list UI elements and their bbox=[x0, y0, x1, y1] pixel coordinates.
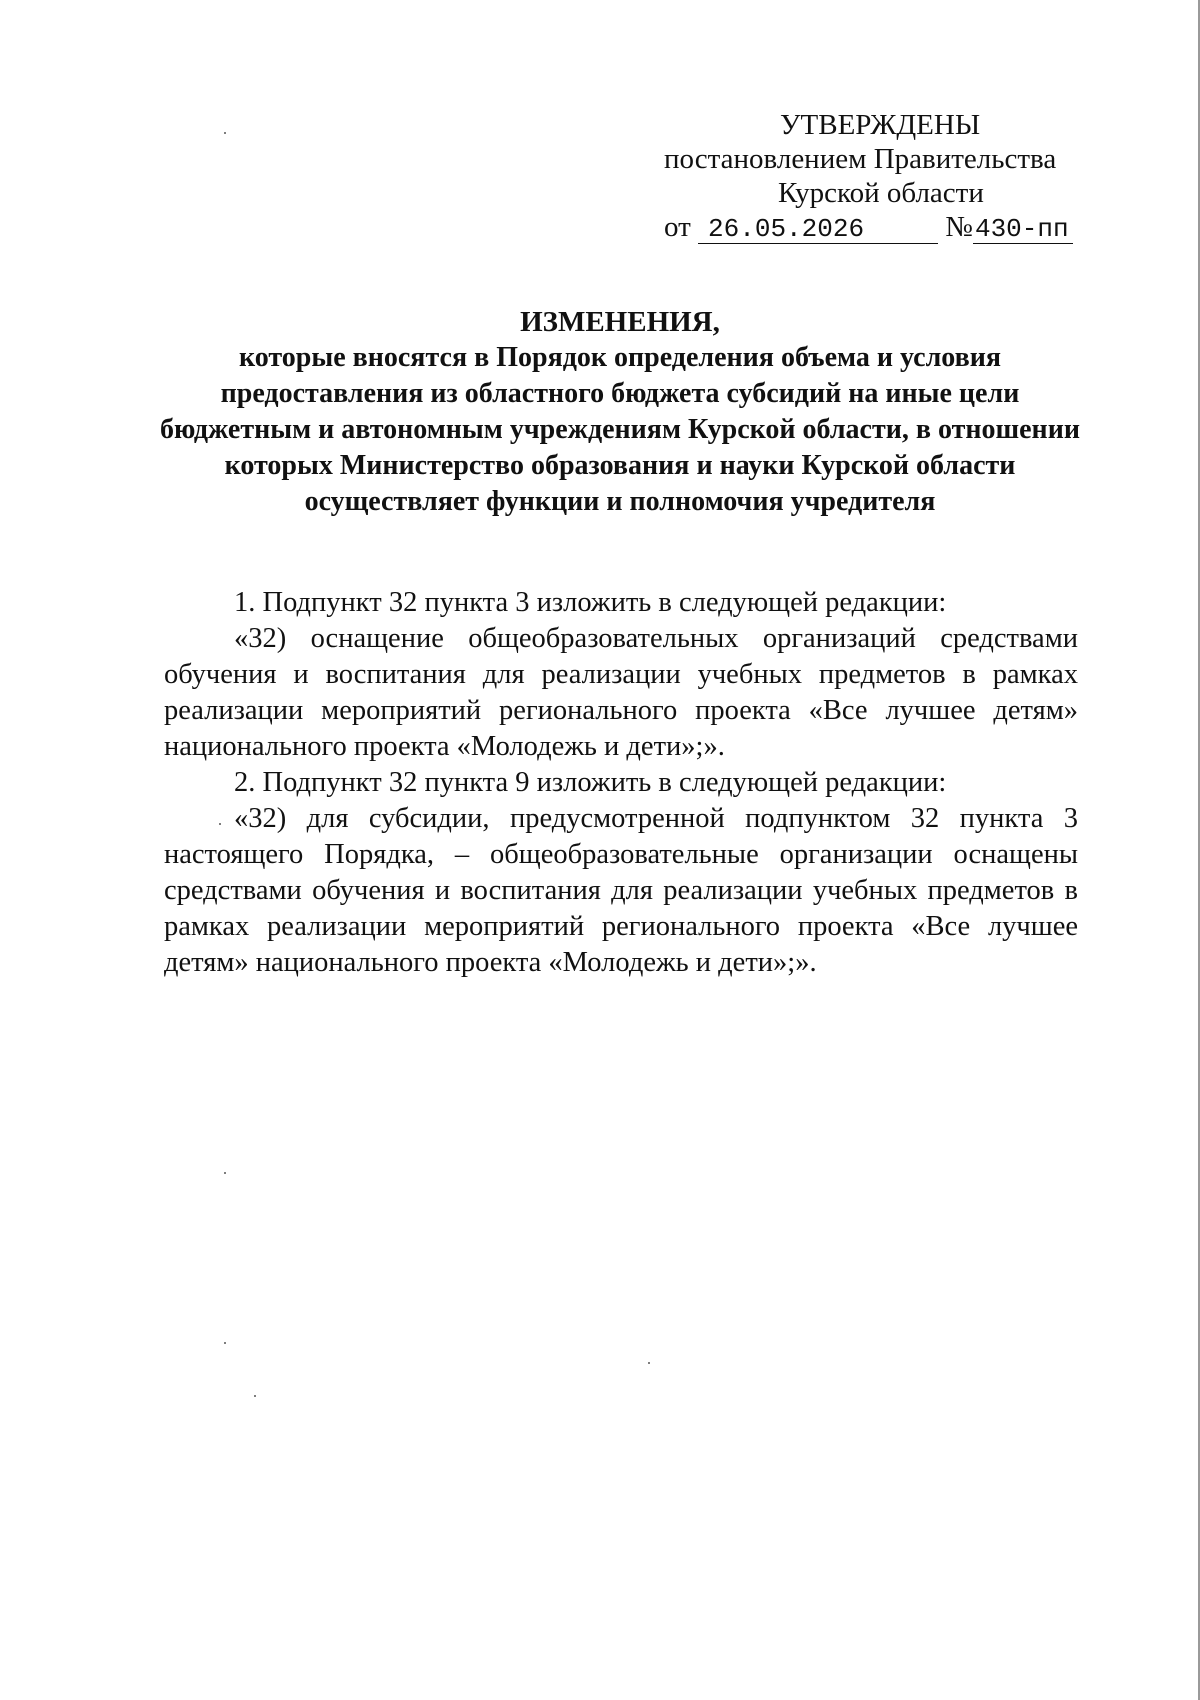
approval-region: Курской области bbox=[778, 177, 984, 209]
paragraph-3: 2. Подпункт 32 пункта 9 изложить в следующей редакции: bbox=[234, 767, 947, 798]
document-title bbox=[160, 304, 1080, 520]
approval-title: УТВЕРЖДЕНЫ bbox=[780, 109, 981, 141]
paragraph-4: «32) для субсидии, предусмотренной подпунктом 32 пункта 3 настоящего Порядка, – общеобразовательные организации оснащены средствами обучения и воспитания для реализации учебных предметов в рамках реализации мероприятий регионального проекта «Все лучшее детям» национального проекта «Молодежь и дети»;». bbox=[164, 803, 1078, 978]
scan-speck bbox=[224, 1342, 226, 1344]
title-subtitle: которые вносятся в Порядок определения объема и условия предоставления из областного бюджета субсидий на иные цели бюджетным и автономным учреждениям Курской области, в отношении которых Министерство образования и науки Курской области осуществляет функции и полномочия учредителя bbox=[160, 342, 1080, 517]
scan-speck bbox=[224, 1172, 226, 1174]
approval-stamp bbox=[640, 108, 1080, 244]
scan-speck bbox=[219, 823, 221, 825]
title-heading: ИЗМЕНЕНИЯ, bbox=[520, 306, 720, 338]
paragraph-1: 1. Подпункт 32 пункта 3 изложить в следующей редакции: bbox=[234, 587, 947, 618]
date-prefix: от bbox=[664, 211, 691, 243]
scan-speck bbox=[224, 132, 226, 134]
approval-date-line bbox=[640, 210, 1080, 244]
scan-speck bbox=[254, 1395, 256, 1397]
paragraph-2: «32) оснащение общеобразовательных организаций средствами обучения и воспитания для реализации учебных предметов в рамках реализации мероприятий регионального проекта «Все лучшее детям» национального проекта «Молодежь и дети»;». bbox=[164, 623, 1078, 762]
date-value: 26.05.2026 bbox=[698, 215, 938, 244]
number-value: 430-пп bbox=[973, 215, 1073, 244]
approval-resolution: постановлением Правительства bbox=[664, 143, 1057, 175]
number-prefix: № bbox=[945, 211, 973, 243]
document-body bbox=[164, 585, 1078, 981]
scan-speck bbox=[648, 1362, 650, 1364]
